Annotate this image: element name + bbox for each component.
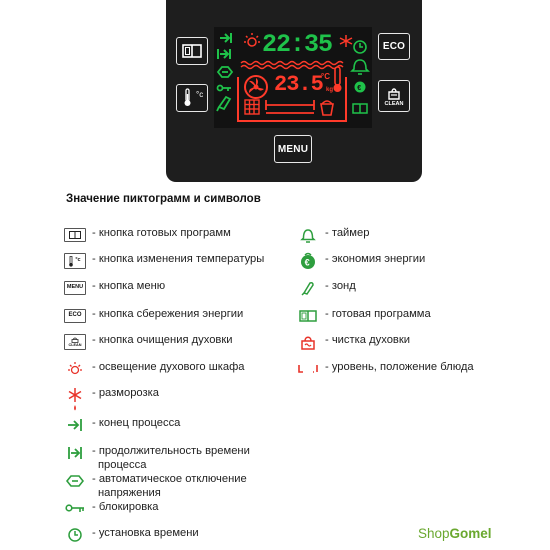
shopgomel-watermark: ShopGomel: [418, 526, 492, 541]
legend-text: - блокировка: [92, 501, 159, 513]
defrost-indicator-icon: [340, 35, 352, 47]
lock-icon: [65, 504, 85, 514]
legend-item-energy-saving: [296, 253, 425, 269]
display-temp-unit: °C: [321, 72, 330, 81]
legend-item-clean: [63, 334, 233, 350]
tray-level-icon: [296, 363, 320, 375]
legend-text: - уровень, положение блюда: [325, 361, 474, 373]
legend-item-eco: [63, 308, 243, 324]
temperature-key-icon: °c: [64, 253, 86, 269]
temperature-button[interactable]: [176, 84, 208, 112]
thermometer-indicator-icon: [334, 67, 342, 92]
fan-indicator-icon: [245, 76, 267, 98]
display-time: 22:35: [262, 30, 333, 59]
legend-text: - экономия энергии: [325, 253, 426, 265]
legend-item-temperature: [63, 253, 264, 269]
eco-button[interactable]: [378, 33, 410, 60]
legend-text: - конец процесса: [92, 417, 181, 429]
svg-text:€: €: [357, 85, 362, 92]
legend-text: - чистка духовки: [325, 334, 410, 346]
legend-item-ready-programs: [63, 227, 231, 243]
cleaning-icon: [386, 86, 402, 100]
oven-light-icon: [67, 361, 83, 377]
eco-key-icon: ECO: [64, 309, 86, 323]
legend-text: - таймер: [325, 227, 370, 239]
legend-text: - кнопка изменения температуры: [92, 253, 265, 265]
legend-text: - кнопка готовых программ: [92, 227, 231, 239]
legend-text-continued: процесса: [98, 458, 147, 471]
bell-indicator-icon: [352, 60, 368, 74]
oven-light-indicator-icon: [244, 33, 260, 46]
auto-shutdown-icon: [66, 475, 84, 487]
ready-program-icon: [299, 309, 317, 323]
legend-item-lock: [63, 501, 159, 517]
energy-saving-icon: [299, 252, 317, 270]
clean-button-label: CLEAN: [384, 100, 404, 107]
duration-icon: [67, 446, 83, 460]
menu-key-icon: MENU: [64, 281, 86, 295]
ready-program-indicator-icon: [353, 104, 367, 113]
auto-shutdown-indicator-icon: [218, 67, 232, 77]
legend-text: - разморозка: [92, 387, 160, 399]
menu-button[interactable]: [274, 135, 312, 163]
energy-saving-indicator-icon: [355, 82, 366, 93]
legend-heading: Значение пиктограмм и символов: [66, 193, 261, 205]
bell-icon: [300, 227, 316, 243]
legend-item-oven-cleaning: [296, 334, 410, 350]
legend-item-tray-level: [296, 361, 474, 377]
legend-item-clock: [63, 527, 199, 543]
display-weight-unit: kg: [326, 87, 334, 93]
legend-text: - зонд: [325, 280, 356, 292]
legend-item-ready-program: [296, 308, 431, 324]
legend-text: - кнопка очищения духовки: [92, 334, 233, 346]
ready-programs-button[interactable]: [176, 37, 208, 65]
probe-icon: [300, 280, 316, 296]
legend-text: - автоматическое отключение: [92, 473, 247, 485]
legend-item-auto-shutdown: [63, 473, 247, 500]
clean-key-icon: CLEAN: [64, 334, 86, 350]
legend-text-continued: напряжения: [98, 486, 161, 499]
end-of-process-icon: [67, 418, 83, 432]
oven-cleaning-icon: [299, 334, 317, 350]
clean-button[interactable]: [378, 80, 410, 112]
legend-item-end-of-process: [63, 417, 180, 433]
lock-indicator-icon: [218, 86, 232, 92]
book-icon: [182, 44, 202, 58]
lcd-display: [214, 27, 372, 128]
tray-level-indicator-icon: [266, 100, 314, 113]
temperature-symbol: °c: [196, 90, 204, 99]
legend-item-probe: [296, 280, 356, 296]
legend-text: - освещение духового шкафа: [92, 361, 245, 373]
probe-indicator-icon: [217, 97, 230, 111]
legend-text: - кнопка сбережения энергии: [92, 308, 244, 320]
ready-programs-key-icon: [64, 228, 86, 242]
legend-item-oven-light: [63, 361, 245, 377]
legend-item-menu: [63, 280, 165, 296]
legend-text: - продолжительность времени: [92, 445, 250, 457]
eco-button-label: ECO: [382, 41, 406, 52]
legend-text: - готовая программа: [325, 308, 431, 320]
legend-item-timer: [296, 227, 369, 243]
display-temperature: 23.5: [274, 72, 323, 97]
menu-button-label: MENU: [277, 143, 309, 155]
legend-item-defrost: [63, 387, 159, 413]
legend-text: - установка времени: [92, 527, 199, 539]
grill-indicator-icon: [245, 100, 259, 114]
end-of-process-indicator-icon: [220, 33, 231, 43]
duration-indicator-icon: [218, 49, 230, 59]
defrost-icon: [67, 387, 83, 413]
svg-text:€: €: [304, 257, 310, 268]
cleaning-indicator-icon: [321, 101, 333, 115]
clock-icon: [67, 527, 83, 543]
legend-text: - кнопка меню: [92, 280, 166, 292]
legend-item-duration: [63, 445, 250, 472]
clock-indicator-icon: [354, 41, 366, 53]
